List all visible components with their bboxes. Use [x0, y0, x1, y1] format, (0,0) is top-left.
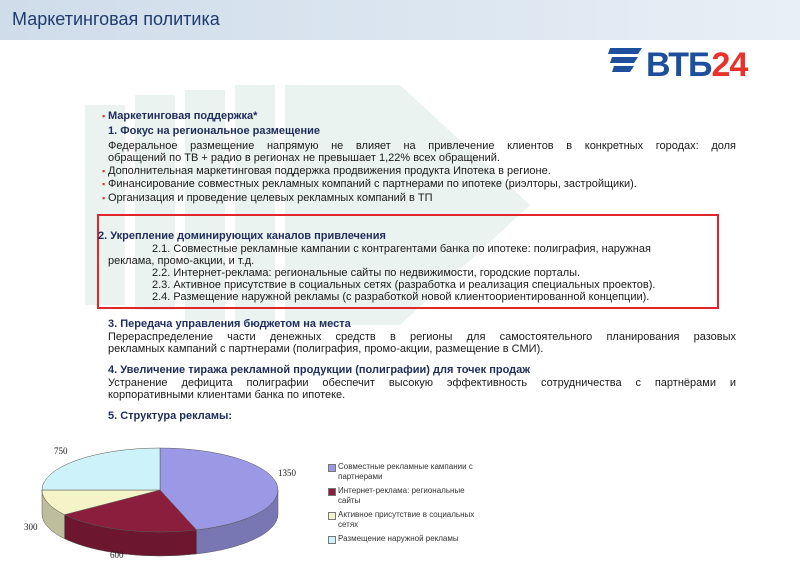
section4-paragraph-line2: корпоративными клиентами банка по ипотеке.: [108, 389, 346, 401]
section3-title: 3. Передача управления бюджетом на места: [108, 318, 351, 330]
logo-text-vtb: ВТБ: [646, 46, 712, 84]
section1-paragraph-line1: Федеральное размещение напрямую не влияет на привлечение клиентов в конкретных городах: доля: [108, 140, 736, 152]
section3-paragraph-line1: Перераспределение части денежных средств в регионы для самостоятельного планирования разовых: [108, 331, 736, 343]
advertising-structure-pie-chart: [20, 440, 320, 575]
pie-label-1350: 1350: [278, 468, 296, 478]
section2-item1-line1: 2.1. Совместные рекламные кампании с контрагентами банка по ипотеке: полиграфия, наружная: [152, 243, 651, 255]
legend-swatch-0: [328, 464, 336, 472]
section1-paragraph-line2: обращений по ТВ + радио в регионах не превышает 1,22% всех обращений.: [108, 152, 500, 164]
section2-title: 2. Укрепление доминирующих каналов привлечения: [98, 230, 386, 242]
legend-swatch-3: [328, 536, 336, 544]
pie-label-300: 300: [24, 522, 38, 532]
legend-item-2: [328, 510, 488, 530]
legend-label-1: Интернет-реклама: региональные сайты: [338, 486, 465, 505]
section5-title: 5. Структура рекламы:: [108, 410, 233, 422]
legend-item-3: [328, 534, 488, 544]
legend-item-1: [328, 486, 488, 506]
legend-item-0: [328, 462, 488, 482]
section2-item4: 2.4. Размещение наружной рекламы (с разработкой новой клиентоориентированной концепции).: [152, 291, 650, 303]
bullet-targeted-campaigns: ▪ Организация и проведение целевых рекламных компаний в ТП: [108, 192, 433, 205]
slide-title: Маркетинговая политика: [12, 9, 220, 29]
logo-text: [646, 46, 747, 85]
support-title: ▪ Маркетинговая поддержка*: [108, 110, 257, 123]
pie-label-750: 750: [54, 446, 68, 456]
section2-item2: 2.2. Интернет-реклама: региональные сайты по недвижимости, городские порталы.: [152, 267, 581, 279]
section4-paragraph-line1: Устранение дефицита полиграфии обеспечит высокую эффективность сотрудничества с партнёрами и: [108, 377, 736, 389]
legend-label-2: Активное присутствие в социальных сетях: [338, 510, 475, 529]
section2-item1-line2: реклама, промо-акции, и т.д.: [108, 255, 255, 267]
bullet-joint-financing: ▪ Финансирование совместных рекламных компаний с партнерами по ипотеке (риэлторы, застройщики).: [108, 178, 637, 191]
chart-legend: [328, 462, 488, 548]
section4-title: 4. Увеличение тиража рекламной продукции (полиграфии) для точек продаж: [108, 364, 531, 376]
section3-paragraph-line2: рекламных кампаний с партнерами (полиграфия, промо-акции, размещение в СМИ).: [108, 343, 544, 355]
section1-title: 1. Фокус на региональное размещение: [108, 125, 320, 137]
bullet-additional-support: ▪ Дополнительная маркетинговая поддержка продвижения продукта Ипотека в регионе.: [108, 165, 551, 178]
legend-label-3: Размещение наружной рекламы: [338, 534, 459, 543]
slide-header: [0, 0, 800, 40]
section2-item3: 2.3. Активное присутствие в социальных сетях (разработка и реализация специальных проектов).: [152, 279, 656, 291]
pie-label-600: 600: [110, 550, 124, 560]
legend-swatch-1: [328, 488, 336, 496]
legend-label-0: Совместные рекламные кампании с партнерами: [338, 462, 473, 481]
legend-swatch-2: [328, 512, 336, 520]
logo-text-24: 24: [711, 46, 748, 84]
